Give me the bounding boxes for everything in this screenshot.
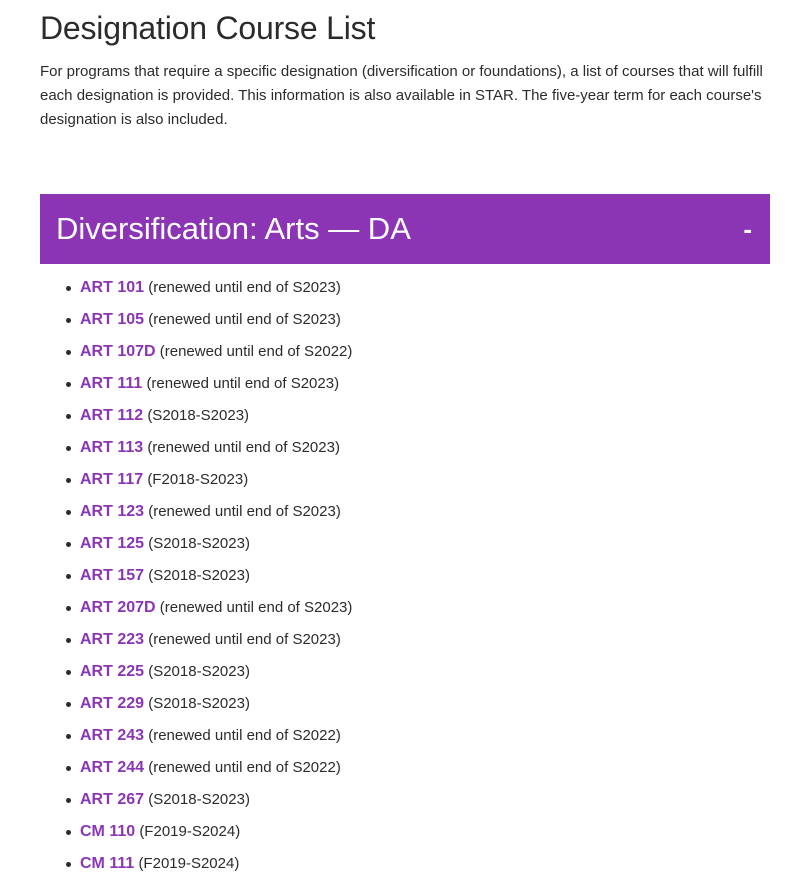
list-item <box>40 368 352 400</box>
course-link[interactable]: ART 207D <box>80 599 156 616</box>
course-term: (renewed until end of S2022) <box>159 343 353 360</box>
bullet-icon <box>66 606 71 611</box>
course-term: (F2019-S2024) <box>138 855 240 872</box>
course-link[interactable]: CM 111 <box>80 855 135 872</box>
course-term: (S2018-S2023) <box>148 663 250 680</box>
bullet-icon <box>66 574 71 579</box>
course-link[interactable]: ART 267 <box>80 791 145 808</box>
course-term: (renewed until end of S2022) <box>148 759 341 776</box>
course-term: (renewed until end of S2023) <box>147 439 340 456</box>
course-term: (renewed until end of S2023) <box>159 599 353 616</box>
course-list <box>40 272 352 880</box>
course-link[interactable]: ART 107D <box>80 343 156 360</box>
list-item <box>40 528 352 560</box>
course-link[interactable]: ART 117 <box>80 471 144 488</box>
list-item <box>40 816 352 848</box>
bullet-icon <box>66 286 71 291</box>
bullet-icon <box>66 798 71 803</box>
course-term: (S2018-S2023) <box>148 695 250 712</box>
course-link[interactable]: ART 157 <box>80 567 145 584</box>
bullet-icon <box>66 318 71 323</box>
course-link[interactable]: ART 123 <box>80 503 145 520</box>
list-item <box>40 592 352 624</box>
accordion-title: Diversification: Arts — DA <box>56 211 411 246</box>
course-term: (S2018-S2023) <box>148 791 250 808</box>
course-term: (renewed until end of S2023) <box>148 311 341 328</box>
list-item <box>40 848 352 880</box>
bullet-icon <box>66 382 71 387</box>
course-term: (renewed until end of S2023) <box>146 375 340 392</box>
bullet-icon <box>66 446 71 451</box>
bullet-icon <box>66 478 71 483</box>
collapse-toggle-icon[interactable]: - <box>743 214 752 244</box>
course-term: (F2018-S2023) <box>147 471 249 488</box>
bullet-icon <box>66 414 71 419</box>
course-term: (renewed until end of S2022) <box>148 727 341 744</box>
list-item <box>40 784 352 816</box>
course-link[interactable]: ART 105 <box>80 311 145 328</box>
course-term: (S2018-S2023) <box>148 535 250 552</box>
bullet-icon <box>66 350 71 355</box>
course-link[interactable]: ART 244 <box>80 759 145 776</box>
list-item <box>40 688 352 720</box>
course-link[interactable]: ART 243 <box>80 727 145 744</box>
page-title: Designation Course List <box>40 10 376 46</box>
course-link[interactable]: ART 112 <box>80 407 144 424</box>
bullet-icon <box>66 830 71 835</box>
course-link[interactable]: ART 125 <box>80 535 145 552</box>
bullet-icon <box>66 862 71 867</box>
course-link[interactable]: ART 111 <box>80 375 143 392</box>
course-link[interactable]: ART 223 <box>80 631 145 648</box>
accordion-header-diversification-arts[interactable] <box>40 194 770 264</box>
course-link[interactable]: CM 110 <box>80 823 136 840</box>
list-item <box>40 720 352 752</box>
bullet-icon <box>66 638 71 643</box>
course-term: (renewed until end of S2023) <box>148 279 341 296</box>
list-item <box>40 464 352 496</box>
bullet-icon <box>66 542 71 547</box>
bullet-icon <box>66 670 71 675</box>
course-link[interactable]: ART 101 <box>80 279 145 296</box>
bullet-icon <box>66 510 71 515</box>
list-item <box>40 560 352 592</box>
course-term: (F2019-S2024) <box>139 823 241 840</box>
list-item <box>40 496 352 528</box>
course-term: (S2018-S2023) <box>147 407 250 424</box>
course-link[interactable]: ART 225 <box>80 663 145 680</box>
list-item <box>40 432 352 464</box>
bullet-icon <box>66 702 71 707</box>
list-item <box>40 304 352 336</box>
list-item <box>40 400 352 432</box>
course-link[interactable]: ART 229 <box>80 695 145 712</box>
course-link[interactable]: ART 113 <box>80 439 144 456</box>
list-item <box>40 272 352 304</box>
course-term: (renewed until end of S2023) <box>148 503 341 520</box>
page-content <box>40 0 770 872</box>
list-item <box>40 752 352 784</box>
intro-paragraph: For programs that require a specific designation (diversification or foundations), a list of courses that will fulfill each designation is provided. This information is also available in STAR. The five-year term for each course's designation is also included. <box>40 63 763 128</box>
list-item <box>40 336 352 368</box>
list-item <box>40 624 352 656</box>
bullet-icon <box>66 766 71 771</box>
course-term: (S2018-S2023) <box>148 567 250 584</box>
bullet-icon <box>66 734 71 739</box>
course-term: (renewed until end of S2023) <box>148 631 341 648</box>
list-item <box>40 656 352 688</box>
